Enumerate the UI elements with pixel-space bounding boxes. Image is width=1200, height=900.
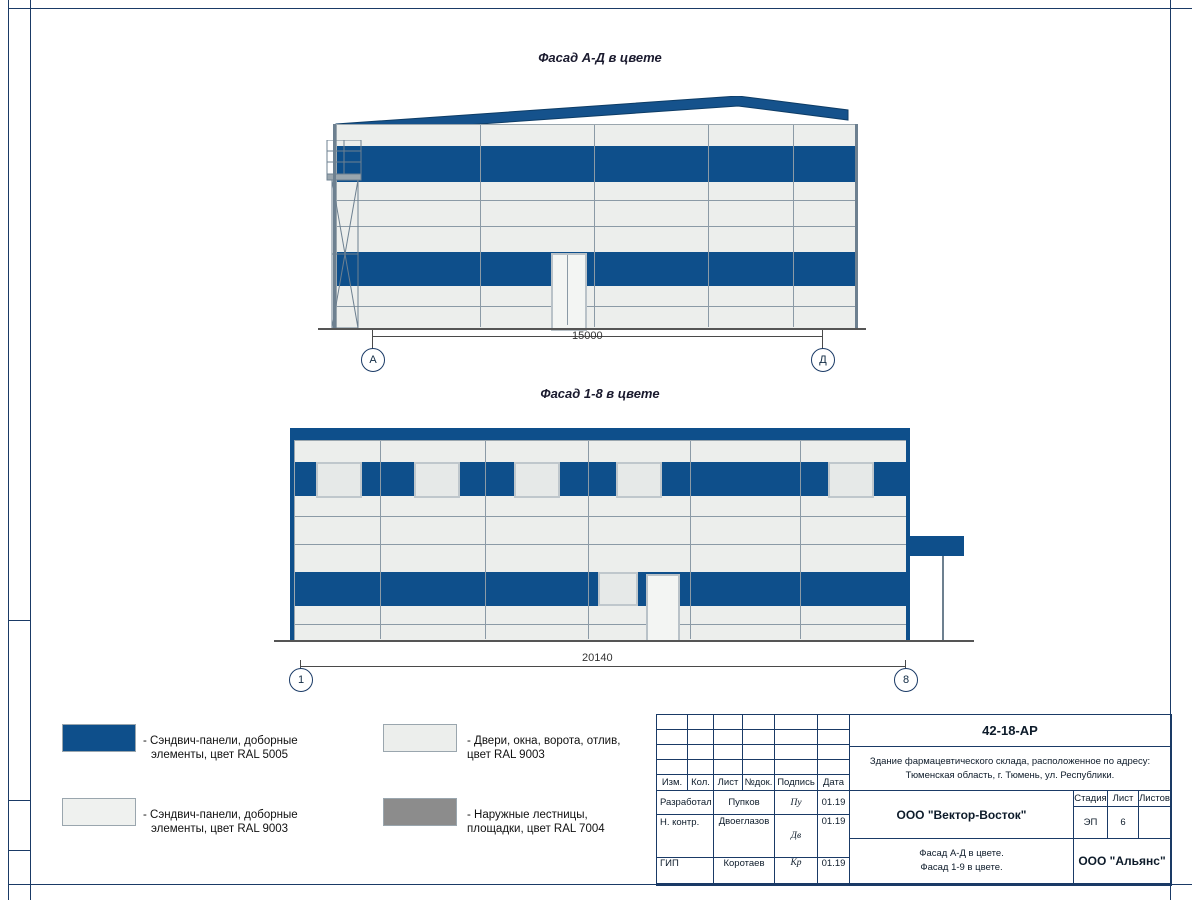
- facade2-window-5: [828, 462, 874, 498]
- stamp-object-line2: Тюменская область, г. Тюмень, ул. Республики.: [905, 769, 1115, 781]
- facade2-dim-value: 20140: [582, 652, 613, 664]
- legend-swatch-ral5005: [62, 724, 136, 752]
- facade2-parapet: [292, 428, 910, 440]
- stamp-signature-gip: Кр: [775, 858, 818, 884]
- stamp-date-developer: 01.19: [818, 791, 850, 815]
- rev-cell: [743, 730, 775, 745]
- stamp-date-ncontrol: 01.19: [818, 815, 850, 858]
- facade2-joint-1: [380, 441, 381, 639]
- stamp-lists-value: [1139, 807, 1170, 839]
- stamp-header-kol: Кол.: [688, 775, 714, 791]
- frame-margin-tick-1: [8, 620, 31, 621]
- rev-cell: [657, 760, 688, 775]
- facade1-blue-band-1: [337, 146, 855, 182]
- stamp-lists-label: Листов: [1139, 791, 1170, 807]
- stamp-name-ncontrol: Двоеглазов: [714, 815, 775, 858]
- title-block: [656, 714, 1172, 886]
- facade2-joint-3: [588, 441, 589, 639]
- stamp-stage-label: Стадия: [1074, 791, 1108, 807]
- facade2-right-trim: [906, 428, 910, 640]
- stamp-object-description: [850, 747, 1170, 791]
- facade1-door-mullion: [567, 255, 568, 325]
- rev-cell: [688, 745, 714, 760]
- facade2-joint-2: [485, 441, 486, 639]
- stamp-header-data: Дата: [818, 775, 850, 791]
- facade1-external-stair-icon: [324, 140, 366, 330]
- stamp-stage-value: ЭП: [1074, 807, 1108, 839]
- axis-bubble-8: 8: [894, 668, 918, 692]
- rev-cell: [775, 760, 818, 775]
- facade2-canopy-post: [942, 556, 944, 640]
- legend-label-ral9003-doors-line2: цвет RAL 9003: [467, 749, 545, 761]
- rev-cell: [714, 760, 743, 775]
- rev-cell: [818, 760, 850, 775]
- frame-line-top: [8, 8, 1192, 9]
- facade1-joint-h1: [337, 200, 855, 201]
- stamp-company: ООО "Вектор-Восток": [850, 791, 1074, 839]
- rev-cell: [657, 730, 688, 745]
- facade2-left-trim: [290, 428, 294, 640]
- stamp-header-list: Лист: [714, 775, 743, 791]
- stamp-name-developer: Пупков: [714, 791, 775, 815]
- facade2-window-6: [598, 572, 638, 606]
- facade1-door: [551, 253, 587, 331]
- rev-cell: [818, 745, 850, 760]
- stamp-sheet-name-line2: Фасад 1-9 в цвете.: [920, 862, 1003, 873]
- axis-bubble-a: А: [361, 348, 385, 372]
- rev-cell: [818, 715, 850, 730]
- frame-line-left: [8, 0, 9, 900]
- facade1-joint-h3: [337, 306, 855, 307]
- rev-cell: [775, 715, 818, 730]
- facade1-blue-band-2: [337, 252, 855, 286]
- legend-label-ral9003-panels: [143, 808, 373, 836]
- facade2-joint-h1: [295, 516, 907, 517]
- legend-swatch-ral9003-doors: [383, 724, 457, 752]
- stamp-role-ncontrol: Н. контр.: [657, 815, 714, 858]
- legend-label-ral9003-panels-line1: - Сэндвич-панели, доборные: [143, 809, 298, 821]
- facade2-title: Фасад 1-8 в цвете: [540, 386, 660, 401]
- stamp-header-ndok: №док.: [743, 775, 775, 791]
- frame-line-left-inner: [30, 0, 31, 900]
- rev-cell: [688, 715, 714, 730]
- stamp-list-label: Лист: [1108, 791, 1139, 807]
- rev-cell: [818, 730, 850, 745]
- legend-label-ral9003-doors-line1: - Двери, окна, ворота, отлив,: [467, 735, 621, 747]
- facade2-joint-4: [690, 441, 691, 639]
- stamp-header-izm: Изм.: [657, 775, 688, 791]
- facade2-blue-band-1: [295, 462, 907, 496]
- frame-margin-tick-2: [8, 800, 31, 801]
- facade2-ground-line: [274, 640, 974, 642]
- stamp-signature-ncontrol: Дв: [775, 815, 818, 858]
- facade2-dim-line: [300, 666, 905, 667]
- facade1-left-trim: [333, 124, 336, 328]
- rev-cell: [743, 715, 775, 730]
- rev-cell: [775, 745, 818, 760]
- legend-label-ral5005-line2: элементы, цвет RAL 5005: [151, 749, 289, 761]
- facade1-title: Фасад А-Д в цвете: [538, 50, 662, 65]
- legend-label-ral5005-line1: - Сэндвич-панели, доборные: [143, 735, 298, 747]
- facade2-joint-5: [800, 441, 801, 639]
- rev-cell: [688, 760, 714, 775]
- facade2-joint-h2: [295, 544, 907, 545]
- stamp-object-line1: Здание фармацевтического склада, расположенное по адресу:: [869, 755, 1151, 767]
- facade2-window-2: [414, 462, 460, 498]
- axis-bubble-d: Д: [811, 348, 835, 372]
- facade2-window-3: [514, 462, 560, 498]
- legend-swatch-ral7004: [383, 798, 457, 826]
- stamp-sheet-name-line1: Фасад А-Д в цвете.: [919, 848, 1004, 859]
- legend-label-ral5005: [143, 734, 373, 762]
- rev-cell: [743, 760, 775, 775]
- rev-cell: [688, 730, 714, 745]
- stamp-role-developer: Разработал: [657, 791, 714, 815]
- axis-bubble-1: 1: [289, 668, 313, 692]
- stamp-date-gip: 01.19: [818, 858, 850, 884]
- legend-label-ral7004-line2: площадки, цвет RAL 7004: [467, 823, 605, 835]
- facade1-dim-value: 15000: [572, 330, 603, 342]
- facade1-right-trim: [855, 124, 858, 328]
- facade1-joint-h2: [337, 226, 855, 227]
- facade2-joint-h3: [295, 624, 907, 625]
- rev-cell: [714, 745, 743, 760]
- stamp-organization: ООО "Альянс": [1074, 839, 1170, 884]
- rev-cell: [657, 745, 688, 760]
- facade2-door: [646, 574, 680, 642]
- stamp-name-gip: Коротаев: [714, 858, 775, 884]
- rev-cell: [743, 745, 775, 760]
- stamp-role-gip: ГИП: [657, 858, 714, 884]
- legend-swatch-ral9003-panels: [62, 798, 136, 826]
- legend-label-ral9003-panels-line2: элементы, цвет RAL 9003: [151, 823, 289, 835]
- stamp-list-value: 6: [1108, 807, 1139, 839]
- facade2-window-1: [316, 462, 362, 498]
- rev-cell: [714, 715, 743, 730]
- facade2-canopy: [908, 536, 964, 556]
- rev-cell: [714, 730, 743, 745]
- stamp-header-podpis: Подпись: [775, 775, 818, 791]
- stamp-signature-developer: Пу: [775, 791, 818, 815]
- legend-label-ral7004-line1: - Наружные лестницы,: [467, 809, 588, 821]
- frame-margin-tick-3: [8, 850, 31, 851]
- rev-cell: [775, 730, 818, 745]
- rev-cell: [657, 715, 688, 730]
- stamp-project-code: 42-18-АР: [850, 715, 1170, 747]
- stamp-sheet-name: [850, 839, 1074, 884]
- facade2-window-4: [616, 462, 662, 498]
